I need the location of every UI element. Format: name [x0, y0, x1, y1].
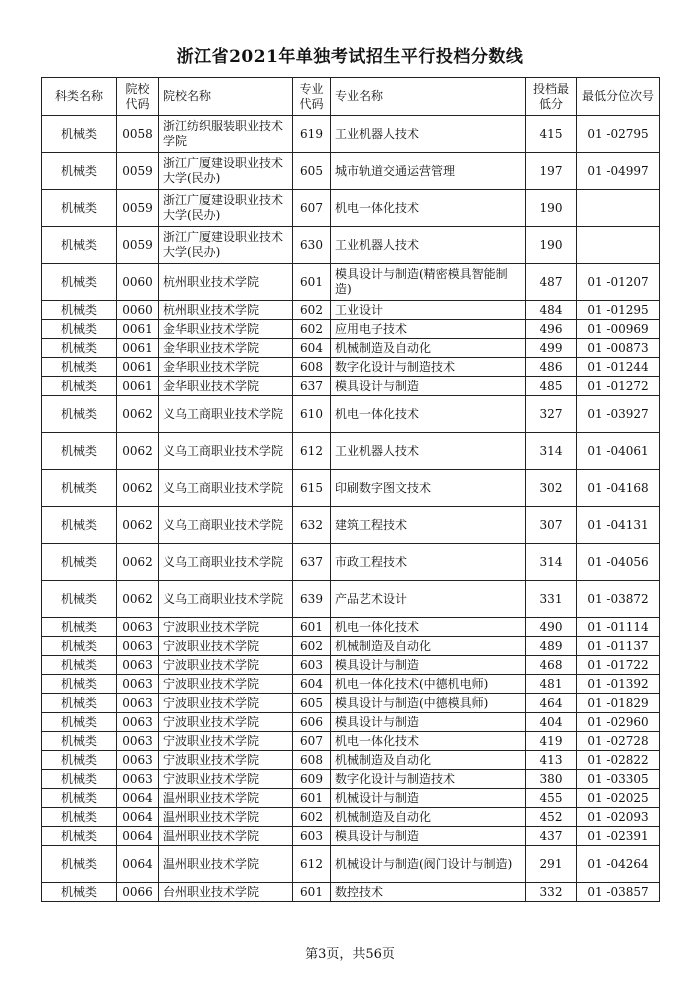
header-min-score: 投档最低分	[526, 78, 577, 116]
cell-major-name: 模具设计与制造	[331, 377, 526, 396]
cell-school-code: 0062	[117, 581, 159, 618]
cell-school-code: 0063	[117, 751, 159, 770]
cell-min-rank: 01 -01295	[577, 301, 660, 320]
cell-major-name: 模具设计与制造	[331, 713, 526, 732]
cell-min-score: 499	[526, 339, 577, 358]
cell-category: 机械类	[42, 470, 117, 507]
table-row	[42, 153, 660, 190]
header-category: 科类名称	[42, 78, 117, 116]
cell-major-name: 印刷数字图文技术	[331, 470, 526, 507]
cell-major-code: 612	[293, 846, 331, 883]
cell-school-code: 0063	[117, 694, 159, 713]
cell-major-name: 产品艺术设计	[331, 581, 526, 618]
cell-major-code: 619	[293, 116, 331, 153]
cell-major-name: 机电一体化技术(中德机电师)	[331, 675, 526, 694]
table-row	[42, 116, 660, 153]
table-row	[42, 883, 660, 902]
cell-min-rank: 01 -01114	[577, 618, 660, 637]
cell-major-name: 机械设计与制造	[331, 789, 526, 808]
cell-min-rank: 01 -01137	[577, 637, 660, 656]
cell-school-name: 浙江广厦建设职业技术大学(民办)	[159, 190, 293, 227]
cell-school-name: 宁波职业技术学院	[159, 732, 293, 751]
table-row	[42, 320, 660, 339]
cell-school-code: 0062	[117, 470, 159, 507]
cell-major-name: 数控技术	[331, 883, 526, 902]
cell-major-code: 608	[293, 358, 331, 377]
cell-min-score: 496	[526, 320, 577, 339]
cell-category: 机械类	[42, 377, 117, 396]
cell-min-rank: 01 -03872	[577, 581, 660, 618]
cell-school-code: 0063	[117, 732, 159, 751]
cell-school-code: 0064	[117, 846, 159, 883]
table-row	[42, 618, 660, 637]
cell-school-name: 杭州职业技术学院	[159, 264, 293, 301]
cell-min-score: 455	[526, 789, 577, 808]
cell-category: 机械类	[42, 190, 117, 227]
cell-category: 机械类	[42, 789, 117, 808]
cell-major-code: 607	[293, 190, 331, 227]
cell-category: 机械类	[42, 732, 117, 751]
cell-school-code: 0059	[117, 190, 159, 227]
cell-category: 机械类	[42, 227, 117, 264]
cell-school-code: 0066	[117, 883, 159, 902]
cell-min-rank	[577, 190, 660, 227]
cell-school-code: 0063	[117, 656, 159, 675]
table-row	[42, 396, 660, 433]
cell-category: 机械类	[42, 396, 117, 433]
cell-major-name: 机电一体化技术	[331, 190, 526, 227]
cell-school-name: 浙江广厦建设职业技术大学(民办)	[159, 153, 293, 190]
table-row	[42, 358, 660, 377]
cell-major-code: 602	[293, 637, 331, 656]
cell-school-code: 0059	[117, 227, 159, 264]
cell-major-code: 639	[293, 581, 331, 618]
cell-min-score: 197	[526, 153, 577, 190]
cell-major-name: 机电一体化技术	[331, 618, 526, 637]
table-row	[42, 808, 660, 827]
cell-min-rank: 01 -04131	[577, 507, 660, 544]
cell-school-name: 宁波职业技术学院	[159, 694, 293, 713]
cell-major-code: 601	[293, 883, 331, 902]
cell-major-code: 602	[293, 320, 331, 339]
cell-major-name: 市政工程技术	[331, 544, 526, 581]
cell-major-code: 632	[293, 507, 331, 544]
cell-min-score: 307	[526, 507, 577, 544]
cell-major-name: 机械制造及自动化	[331, 637, 526, 656]
cell-min-score: 484	[526, 301, 577, 320]
cell-major-name: 数字化设计与制造技术	[331, 358, 526, 377]
table-row	[42, 732, 660, 751]
cell-major-name: 机电一体化技术	[331, 732, 526, 751]
cell-min-rank: 01 -00873	[577, 339, 660, 358]
cell-school-code: 0062	[117, 544, 159, 581]
table-row	[42, 789, 660, 808]
cell-major-name: 工业设计	[331, 301, 526, 320]
cell-category: 机械类	[42, 544, 117, 581]
cell-major-name: 机械制造及自动化	[331, 339, 526, 358]
cell-major-code: 609	[293, 770, 331, 789]
cell-school-code: 0064	[117, 808, 159, 827]
cell-category: 机械类	[42, 581, 117, 618]
cell-min-rank: 01 -01829	[577, 694, 660, 713]
table-row	[42, 377, 660, 396]
cell-major-code: 601	[293, 789, 331, 808]
cell-category: 机械类	[42, 883, 117, 902]
cell-min-rank: 01 -02093	[577, 808, 660, 827]
cell-min-score: 314	[526, 433, 577, 470]
cell-min-score: 190	[526, 227, 577, 264]
cell-major-name: 工业机器人技术	[331, 116, 526, 153]
cell-category: 机械类	[42, 713, 117, 732]
cell-min-score: 490	[526, 618, 577, 637]
cell-min-score: 489	[526, 637, 577, 656]
cell-min-score: 331	[526, 581, 577, 618]
cell-major-name: 城市轨道交通运营管理	[331, 153, 526, 190]
cell-major-name: 机电一体化技术	[331, 396, 526, 433]
cell-school-name: 浙江纺织服装职业技术学院	[159, 116, 293, 153]
cell-category: 机械类	[42, 618, 117, 637]
header-row	[42, 78, 660, 116]
cell-major-code: 603	[293, 827, 331, 846]
cell-min-score: 314	[526, 544, 577, 581]
cell-major-code: 615	[293, 470, 331, 507]
cell-school-name: 温州职业技术学院	[159, 827, 293, 846]
cell-major-code: 637	[293, 544, 331, 581]
cell-min-score: 404	[526, 713, 577, 732]
cell-major-name: 模具设计与制造(中德模具师)	[331, 694, 526, 713]
cell-major-code: 605	[293, 694, 331, 713]
cell-min-rank: 01 -04997	[577, 153, 660, 190]
cell-school-name: 金华职业技术学院	[159, 358, 293, 377]
cell-category: 机械类	[42, 656, 117, 675]
cell-min-rank: 01 -01207	[577, 264, 660, 301]
cell-min-score: 487	[526, 264, 577, 301]
cell-school-name: 义乌工商职业技术学院	[159, 507, 293, 544]
cell-category: 机械类	[42, 751, 117, 770]
cell-school-code: 0062	[117, 433, 159, 470]
cell-major-code: 601	[293, 264, 331, 301]
table-row	[42, 694, 660, 713]
cell-school-name: 宁波职业技术学院	[159, 656, 293, 675]
cell-category: 机械类	[42, 339, 117, 358]
table-row	[42, 770, 660, 789]
cell-min-rank: 01 -02795	[577, 116, 660, 153]
cell-category: 机械类	[42, 116, 117, 153]
cell-school-name: 台州职业技术学院	[159, 883, 293, 902]
cell-category: 机械类	[42, 264, 117, 301]
cell-min-rank: 01 -04168	[577, 470, 660, 507]
cell-school-code: 0061	[117, 377, 159, 396]
cell-min-score: 486	[526, 358, 577, 377]
cell-min-score: 468	[526, 656, 577, 675]
cell-min-score: 452	[526, 808, 577, 827]
cell-min-score: 419	[526, 732, 577, 751]
cell-major-code: 604	[293, 339, 331, 358]
table-row	[42, 713, 660, 732]
cell-category: 机械类	[42, 637, 117, 656]
cell-major-code: 612	[293, 433, 331, 470]
table-row	[42, 190, 660, 227]
cell-min-score: 464	[526, 694, 577, 713]
cell-min-rank: 01 -01722	[577, 656, 660, 675]
cell-school-code: 0062	[117, 396, 159, 433]
header-major-name: 专业名称	[331, 78, 526, 116]
cell-major-code: 607	[293, 732, 331, 751]
cell-major-code: 608	[293, 751, 331, 770]
table-row	[42, 846, 660, 883]
table-row	[42, 264, 660, 301]
cell-min-rank: 01 -04061	[577, 433, 660, 470]
cell-major-name: 工业机器人技术	[331, 433, 526, 470]
header-school-code: 院校代码	[117, 78, 159, 116]
cell-school-name: 义乌工商职业技术学院	[159, 544, 293, 581]
cell-min-score: 332	[526, 883, 577, 902]
cell-category: 机械类	[42, 675, 117, 694]
cell-school-name: 温州职业技术学院	[159, 808, 293, 827]
table-row	[42, 433, 660, 470]
cell-school-code: 0060	[117, 264, 159, 301]
cell-school-name: 宁波职业技术学院	[159, 713, 293, 732]
cell-min-score: 302	[526, 470, 577, 507]
cell-min-score: 437	[526, 827, 577, 846]
cell-min-rank: 01 -03857	[577, 883, 660, 902]
cell-major-code: 605	[293, 153, 331, 190]
cell-min-score: 415	[526, 116, 577, 153]
cell-min-rank: 01 -01244	[577, 358, 660, 377]
cell-category: 机械类	[42, 358, 117, 377]
cell-category: 机械类	[42, 153, 117, 190]
cell-school-name: 宁波职业技术学院	[159, 770, 293, 789]
cell-school-name: 杭州职业技术学院	[159, 301, 293, 320]
cell-major-name: 机械制造及自动化	[331, 751, 526, 770]
cell-min-rank: 01 -02960	[577, 713, 660, 732]
cell-school-name: 金华职业技术学院	[159, 320, 293, 339]
table-row	[42, 675, 660, 694]
table-row	[42, 544, 660, 581]
cell-major-code: 606	[293, 713, 331, 732]
cell-min-rank: 01 -02391	[577, 827, 660, 846]
cell-major-name: 机械制造及自动化	[331, 808, 526, 827]
cell-school-name: 浙江广厦建设职业技术大学(民办)	[159, 227, 293, 264]
cell-category: 机械类	[42, 320, 117, 339]
cell-min-score: 327	[526, 396, 577, 433]
cell-min-score: 481	[526, 675, 577, 694]
cell-major-name: 模具设计与制造	[331, 827, 526, 846]
cell-category: 机械类	[42, 301, 117, 320]
cell-school-code: 0060	[117, 301, 159, 320]
cell-school-name: 金华职业技术学院	[159, 377, 293, 396]
cell-major-code: 601	[293, 618, 331, 637]
cell-school-name: 宁波职业技术学院	[159, 751, 293, 770]
cell-major-code: 604	[293, 675, 331, 694]
cell-school-code: 0064	[117, 789, 159, 808]
cell-major-code: 603	[293, 656, 331, 675]
cell-school-name: 义乌工商职业技术学院	[159, 470, 293, 507]
header-major-code: 专业代码	[293, 78, 331, 116]
cell-school-name: 宁波职业技术学院	[159, 675, 293, 694]
page-title: 浙江省2021年单独考试招生平行投档分数线	[176, 47, 524, 67]
cell-school-name: 宁波职业技术学院	[159, 637, 293, 656]
cell-min-rank: 01 -01392	[577, 675, 660, 694]
cell-category: 机械类	[42, 770, 117, 789]
table-row	[42, 301, 660, 320]
cell-school-code: 0059	[117, 153, 159, 190]
cell-major-name: 模具设计与制造(精密模具智能制造)	[331, 264, 526, 301]
table-row	[42, 227, 660, 264]
cell-category: 机械类	[42, 507, 117, 544]
cell-school-name: 义乌工商职业技术学院	[159, 396, 293, 433]
cell-school-name: 温州职业技术学院	[159, 846, 293, 883]
cell-min-rank: 01 -02822	[577, 751, 660, 770]
cell-school-name: 义乌工商职业技术学院	[159, 581, 293, 618]
cell-min-score: 380	[526, 770, 577, 789]
cell-major-name: 建筑工程技术	[331, 507, 526, 544]
table-row	[42, 656, 660, 675]
cell-school-name: 宁波职业技术学院	[159, 618, 293, 637]
header-school-name: 院校名称	[159, 78, 293, 116]
cell-min-rank: 01 -02728	[577, 732, 660, 751]
cell-min-rank: 01 -00969	[577, 320, 660, 339]
cell-major-name: 应用电子技术	[331, 320, 526, 339]
cell-major-name: 工业机器人技术	[331, 227, 526, 264]
table-row	[42, 827, 660, 846]
table-row	[42, 751, 660, 770]
cell-major-code: 602	[293, 808, 331, 827]
cell-min-rank: 01 -04264	[577, 846, 660, 883]
table-row	[42, 339, 660, 358]
cell-min-score: 485	[526, 377, 577, 396]
cell-major-name: 数字化设计与制造技术	[331, 770, 526, 789]
cell-school-code: 0061	[117, 320, 159, 339]
cell-school-code: 0061	[117, 339, 159, 358]
cell-major-code: 637	[293, 377, 331, 396]
header-min-rank: 最低分位次号	[577, 78, 660, 116]
cell-category: 机械类	[42, 808, 117, 827]
cell-school-name: 温州职业技术学院	[159, 789, 293, 808]
cell-min-rank: 01 -03927	[577, 396, 660, 433]
table-body	[42, 116, 660, 902]
cell-school-code: 0058	[117, 116, 159, 153]
page-footer: 第3页，共56页	[305, 947, 395, 962]
table-row	[42, 470, 660, 507]
cell-school-code: 0062	[117, 507, 159, 544]
score-table	[41, 77, 660, 902]
cell-school-code: 0063	[117, 618, 159, 637]
cell-min-rank: 01 -03305	[577, 770, 660, 789]
cell-school-name: 义乌工商职业技术学院	[159, 433, 293, 470]
table-row	[42, 507, 660, 544]
cell-school-code: 0063	[117, 713, 159, 732]
cell-category: 机械类	[42, 827, 117, 846]
cell-school-code: 0064	[117, 827, 159, 846]
cell-min-score: 291	[526, 846, 577, 883]
cell-school-code: 0063	[117, 770, 159, 789]
cell-major-name: 机械设计与制造(阀门设计与制造)	[331, 846, 526, 883]
cell-major-code: 602	[293, 301, 331, 320]
cell-school-code: 0063	[117, 637, 159, 656]
cell-major-code: 630	[293, 227, 331, 264]
cell-min-score: 413	[526, 751, 577, 770]
cell-category: 机械类	[42, 433, 117, 470]
cell-min-rank: 01 -04056	[577, 544, 660, 581]
cell-major-name: 模具设计与制造	[331, 656, 526, 675]
cell-school-name: 金华职业技术学院	[159, 339, 293, 358]
cell-school-code: 0061	[117, 358, 159, 377]
cell-major-code: 610	[293, 396, 331, 433]
cell-category: 机械类	[42, 846, 117, 883]
cell-category: 机械类	[42, 694, 117, 713]
cell-school-code: 0063	[117, 675, 159, 694]
table-row	[42, 637, 660, 656]
cell-min-score: 190	[526, 190, 577, 227]
cell-min-rank	[577, 227, 660, 264]
table-row	[42, 581, 660, 618]
cell-min-rank: 01 -02025	[577, 789, 660, 808]
cell-min-rank: 01 -01272	[577, 377, 660, 396]
